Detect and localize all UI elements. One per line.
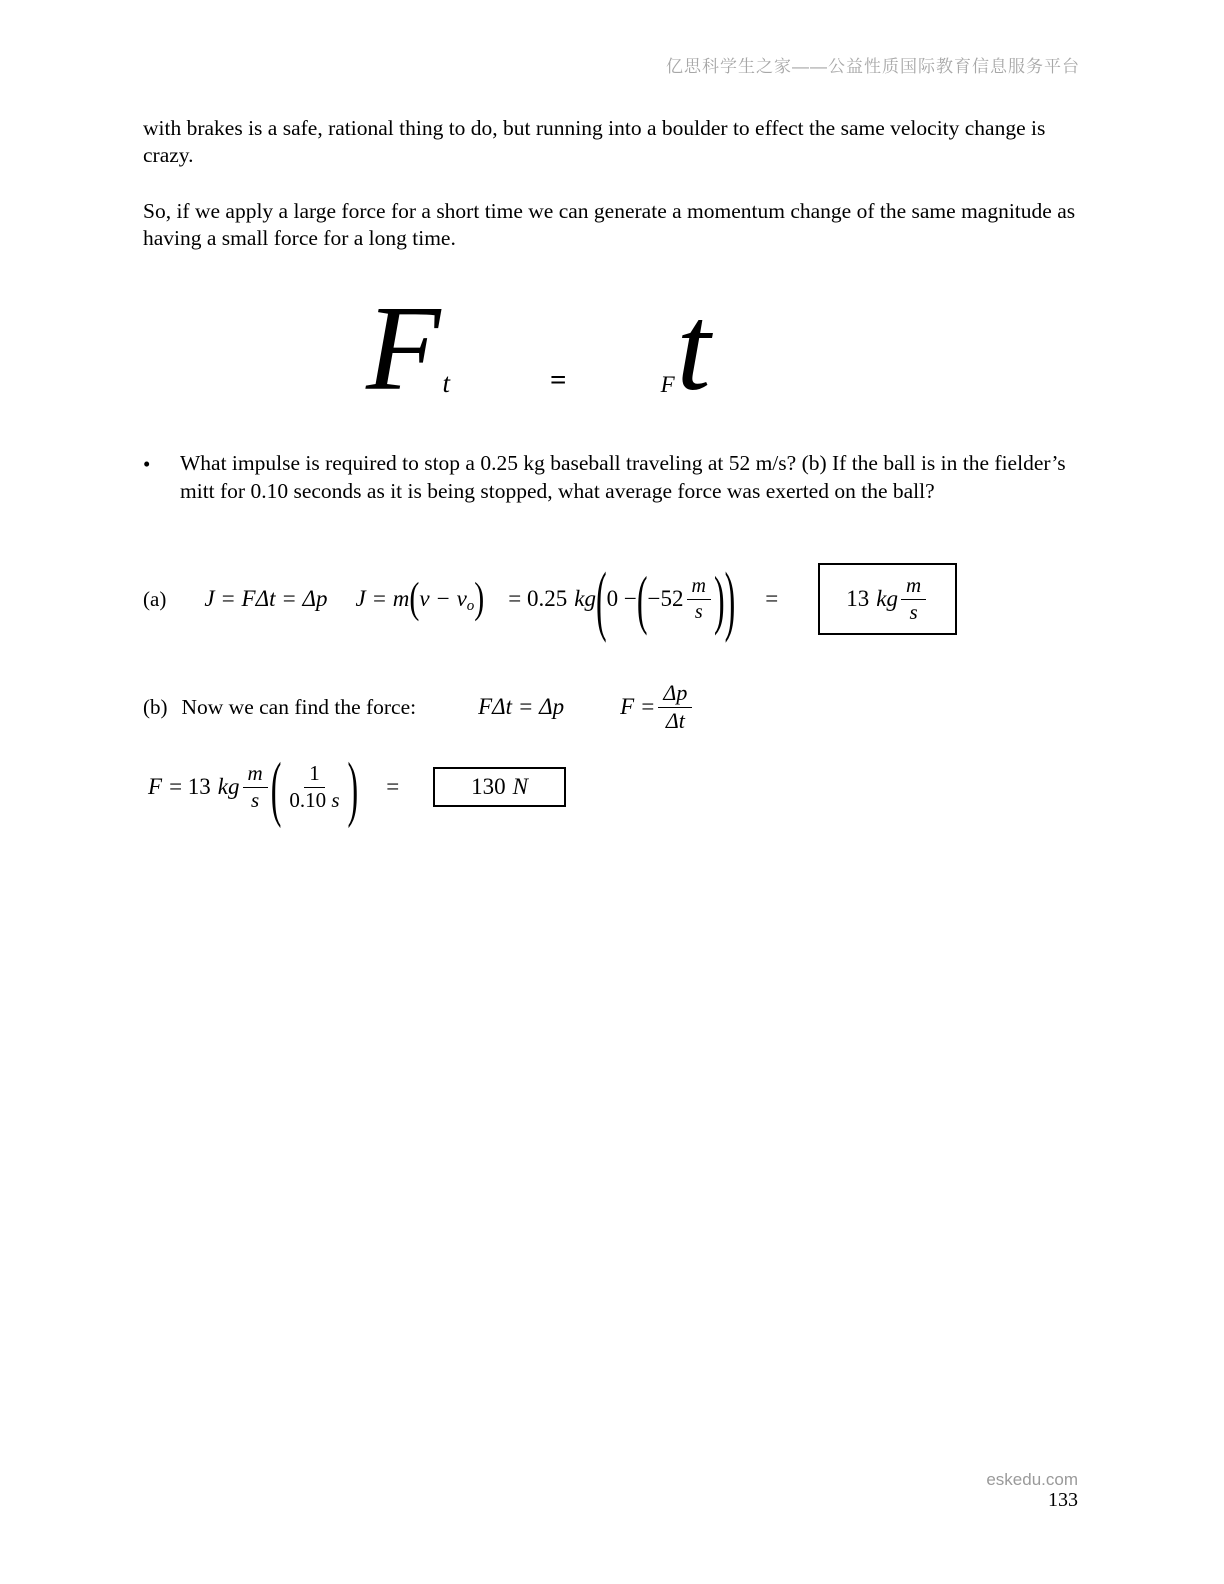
inner-open-paren: ( xyxy=(636,562,648,636)
impulse-answer-box xyxy=(818,563,957,635)
mass-velocity-equation xyxy=(355,574,485,623)
force-lhs-expression xyxy=(148,745,359,829)
fraction-numerator: m xyxy=(687,575,711,599)
fraction-denominator: s xyxy=(694,600,703,623)
question-item xyxy=(143,450,1083,505)
meters-per-second-fraction xyxy=(687,575,711,623)
dp-dt-fraction xyxy=(658,681,692,733)
meters-per-second-fraction xyxy=(243,762,268,812)
big-F-symbol: F xyxy=(366,281,441,416)
answer-ms-fraction xyxy=(901,574,926,624)
close-paren: ) xyxy=(474,574,485,623)
fraction-denominator: Δt xyxy=(665,707,685,733)
impulse-display-equation xyxy=(366,281,711,416)
equals-sign: = xyxy=(550,364,567,396)
answer-value: 130 xyxy=(471,774,506,799)
force-symbol: F xyxy=(148,774,163,799)
initial-velocity-subscript: o xyxy=(466,597,475,614)
kg-unit: kg xyxy=(574,586,596,611)
page-number: 133 xyxy=(1048,1489,1078,1511)
force-fraction-equation xyxy=(620,681,695,733)
open-paren: ( xyxy=(409,574,420,623)
open-paren: ( xyxy=(270,745,282,829)
fraction-numerator: m xyxy=(243,762,268,788)
close-paren: ) xyxy=(347,745,359,829)
force-calculation-row xyxy=(148,745,566,829)
fraction-numerator: m xyxy=(901,574,926,600)
kg-unit: kg xyxy=(217,774,240,799)
subst-prefix: = 0.25 xyxy=(508,586,568,611)
bullet-icon: • xyxy=(143,452,151,476)
zero-minus: 0 − xyxy=(606,586,637,611)
question-text: What impulse is required to stop a 0.25 kg baseball traveling at 52 m/s? (b) If the ball is in the fielder’s mitt for 0.10 seconds as it is being stopped, what average force was exerted on the ball? xyxy=(180,451,1066,503)
substitution-expression xyxy=(508,554,736,644)
fraction-denominator xyxy=(284,788,344,813)
mass-eq-lhs: J = m xyxy=(355,586,410,611)
fraction-denominator: s xyxy=(909,599,918,624)
time-value: 0.10 xyxy=(289,787,327,812)
header-site-banner: 亿思科学生之家——公益性质国际教育信息服务平台 xyxy=(666,57,1080,76)
small-F-subscript: F xyxy=(660,372,675,397)
equals-sign: = xyxy=(765,586,779,611)
paragraph-large-force: So, if we apply a large force for a short time we can generate a momentum change of the same magnitude as having a small force for a long time. xyxy=(143,199,1076,250)
equals-13: = 13 xyxy=(169,774,211,799)
velocity-difference: v − v xyxy=(419,586,467,611)
paragraph-brakes: with brakes is a safe, rational thing to do, but running into a boulder to effect the same velocity change is crazy. xyxy=(143,116,1046,167)
part-b-intro: Now we can find the force: xyxy=(181,694,417,719)
inner-close-paren: ) xyxy=(713,562,725,636)
small-t-subscript: t xyxy=(442,368,451,398)
force-answer-box xyxy=(433,767,566,807)
answer-unit: N xyxy=(512,774,529,799)
outer-open-paren: ( xyxy=(595,554,607,644)
big-t-symbol: t xyxy=(676,281,711,416)
equals-sign: = xyxy=(386,774,400,799)
part-a-equation-row xyxy=(143,556,957,642)
velocity-value: −52 xyxy=(647,586,684,611)
fraction-numerator: 1 xyxy=(304,762,325,788)
answer-value: 13 xyxy=(846,586,870,611)
fraction-denominator: s xyxy=(251,787,260,812)
part-b-row xyxy=(143,672,695,742)
seconds-unit: s xyxy=(331,787,340,812)
force-lhs: F = xyxy=(620,694,656,719)
part-b-label: (b) xyxy=(143,694,168,719)
force-relation-equation: FΔt = Δp xyxy=(478,694,565,719)
fraction-numerator: Δp xyxy=(658,681,692,708)
impulse-equation: J = FΔt = Δp xyxy=(204,586,328,611)
answer-unit: kg xyxy=(876,586,898,611)
part-a-label: (a) xyxy=(143,586,167,611)
footer-site-link: eskedu.com xyxy=(986,1470,1078,1489)
inverse-time-fraction xyxy=(284,762,344,812)
outer-close-paren: ) xyxy=(724,554,736,644)
